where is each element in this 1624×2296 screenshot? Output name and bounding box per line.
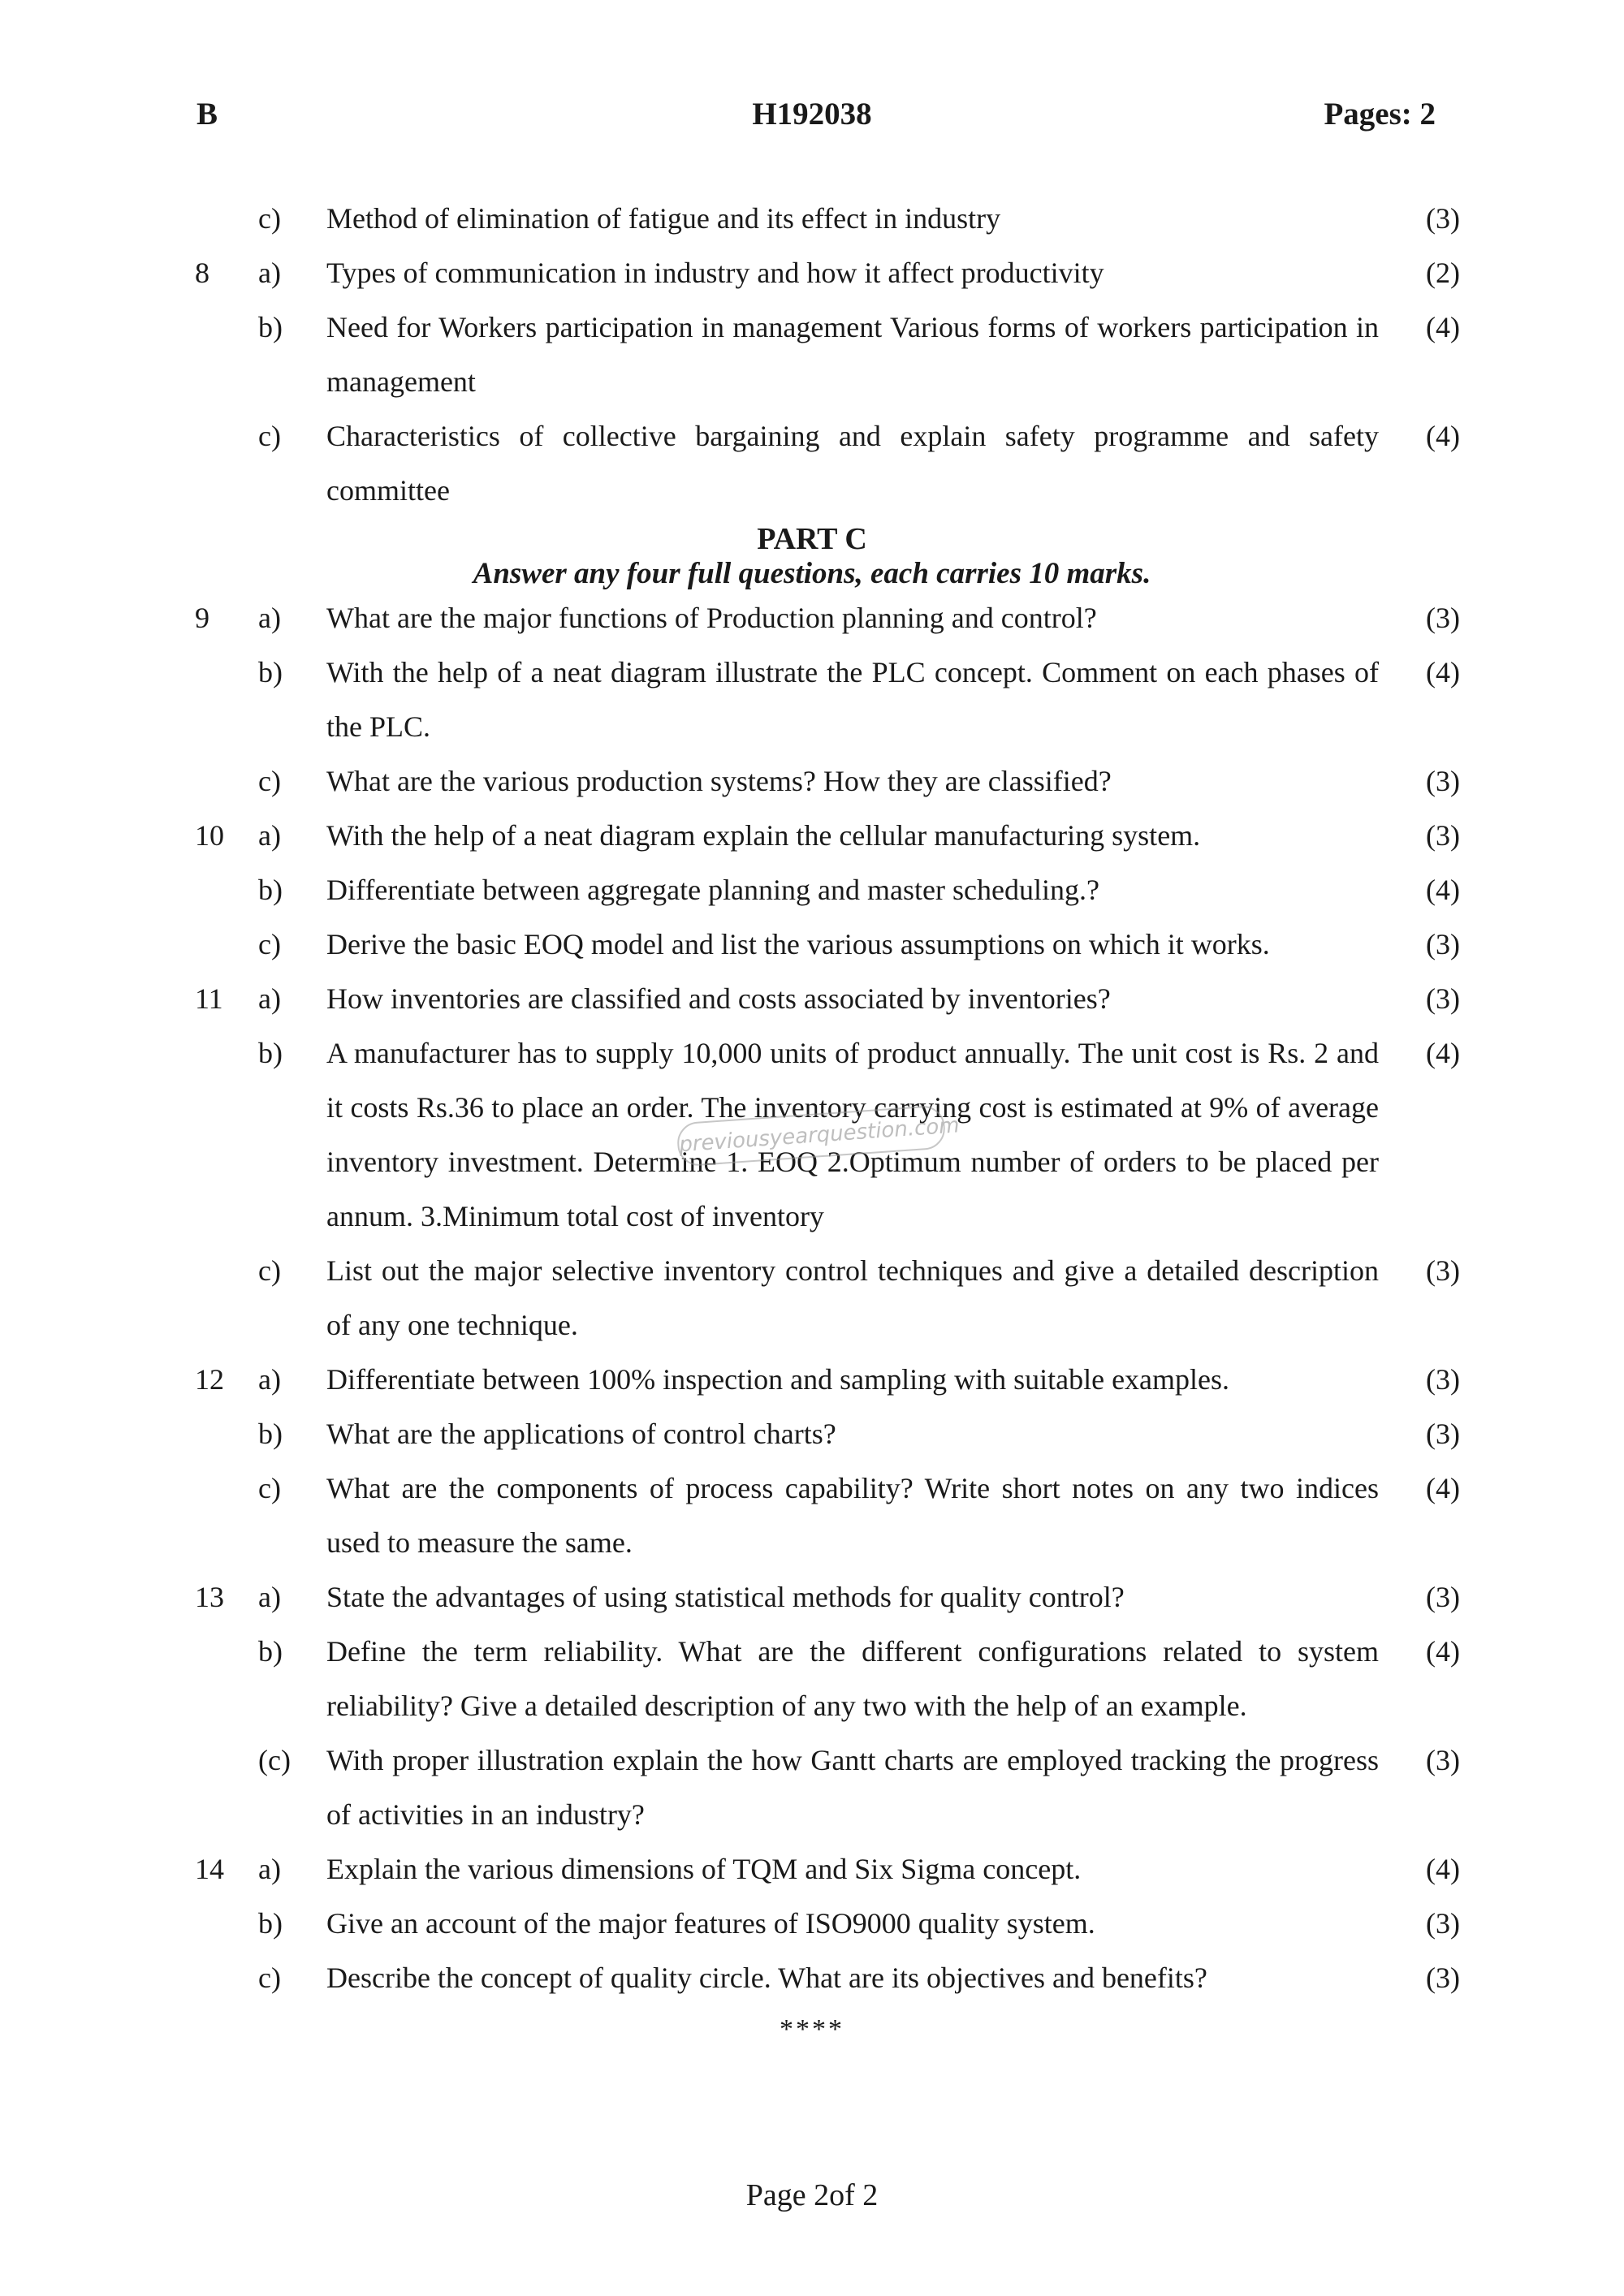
question-text: With the help of a neat diagram explain the cellular manufacturing system. [326, 819, 1201, 852]
question-row [0, 1625, 1624, 1733]
marks: (4) [1426, 656, 1460, 688]
sub-question-label: a) [258, 1853, 281, 1885]
sub-question-label: c) [258, 928, 281, 960]
marks: (3) [1426, 928, 1460, 960]
marks: (3) [1426, 1907, 1460, 1940]
question-row [0, 1842, 1624, 1897]
question-text: A manufacturer has to supply 10,000 units of product annually. The unit cost is Rs. 2 and it costs Rs.36 to place an order. The inventory carrying cost is estimated at 9% of average inventory investment. Determine 1. EOQ 2.Optimum number of orders to be placed per annum. 3.Minimum total cost of inventory [326, 1037, 1379, 1232]
question-row [0, 300, 1624, 409]
question-row [0, 591, 1624, 645]
sub-question-label: a) [258, 1363, 281, 1396]
sub-question-label: b) [258, 1907, 283, 1940]
question-number: 10 [195, 819, 224, 852]
question-row [0, 1733, 1624, 1842]
question-text: Explain the various dimensions of TQM and Six Sigma concept. [326, 1853, 1082, 1885]
question-text: Method of elimination of fatigue and its effect in industry [326, 202, 1001, 235]
sub-question-label: a) [258, 1581, 281, 1613]
question-text: What are the applications of control charts? [326, 1418, 836, 1450]
sub-question-label: c) [258, 420, 281, 452]
question-row [0, 754, 1624, 809]
part-c-questions [0, 591, 1624, 2005]
marks: (3) [1426, 1363, 1460, 1396]
question-number: 9 [195, 602, 209, 634]
part-c-instruction: Answer any four full questions, each carries 10 marks. [473, 557, 1151, 590]
sub-question-label: c) [258, 765, 281, 797]
question-text: State the advantages of using statistical methods for quality control? [326, 1581, 1125, 1613]
question-row [0, 972, 1624, 1026]
question-row [0, 1570, 1624, 1625]
question-text: Give an account of the major features of ISO9000 quality system. [326, 1907, 1095, 1940]
sub-question-label: b) [258, 1418, 283, 1450]
question-text: With the help of a neat diagram illustrate the PLC concept. Comment on each phases of the PLC. [326, 656, 1379, 743]
sub-question-label: c) [258, 1962, 281, 1994]
question-row [0, 863, 1624, 917]
sub-question-label: b) [258, 874, 283, 906]
marks: (4) [1426, 420, 1460, 452]
marks: (4) [1426, 1472, 1460, 1504]
question-row [0, 1353, 1624, 1407]
marks: (4) [1426, 1853, 1460, 1885]
part-b-questions [0, 192, 1624, 518]
sub-question-label: a) [258, 257, 281, 289]
question-row [0, 246, 1624, 300]
question-row [0, 1244, 1624, 1353]
question-row [0, 1461, 1624, 1570]
question-text: How inventories are classified and costs associated by inventories? [326, 982, 1111, 1015]
question-text: What are the various production systems? How they are classified? [326, 765, 1112, 797]
sub-question-label: a) [258, 819, 281, 852]
question-row [0, 192, 1624, 246]
end-mark: **** [780, 2014, 844, 2044]
question-text: Characteristics of collective bargaining and explain safety programme and safety committee [326, 420, 1379, 507]
question-row [0, 645, 1624, 754]
question-row [0, 1897, 1624, 1951]
marks: (3) [1426, 1418, 1460, 1450]
question-number: 12 [195, 1363, 224, 1396]
question-text: What are the components of process capability? Write short notes on any two indices used to measure the same. [326, 1472, 1379, 1559]
marks: (4) [1426, 874, 1460, 906]
sub-question-label: c) [258, 202, 281, 235]
paper-code: H192038 [752, 97, 872, 132]
sub-question-label: b) [258, 1635, 283, 1668]
question-text: Need for Workers participation in management Various forms of workers participation in management [326, 311, 1379, 398]
question-row [0, 409, 1624, 518]
question-number: 14 [195, 1853, 224, 1885]
page-count: Pages: 2 [1324, 97, 1436, 132]
question-text: Types of communication in industry and how it affect productivity [326, 257, 1104, 289]
marks: (3) [1426, 1581, 1460, 1613]
question-text: Define the term reliability. What are the different configurations related to system reliability? Give a detailed description of any two with the help of an example. [326, 1635, 1379, 1722]
sub-question-label: b) [258, 311, 283, 343]
marks: (3) [1426, 202, 1460, 235]
sub-question-label: b) [258, 656, 283, 688]
question-text: With proper illustration explain the how Gantt charts are employed tracking the progress of activities in an industry? [326, 1744, 1379, 1831]
question-text: Differentiate between aggregate planning and master scheduling.? [326, 874, 1099, 906]
question-text: Describe the concept of quality circle. What are its objectives and benefits? [326, 1962, 1207, 1994]
marks: (3) [1426, 1254, 1460, 1287]
set-letter: B [197, 97, 218, 132]
sub-question-label: b) [258, 1037, 283, 1069]
watermark-stamp: previousyearquestion.com [676, 1105, 947, 1167]
question-number: 8 [195, 257, 209, 289]
question-number: 11 [195, 982, 223, 1015]
marks: (4) [1426, 311, 1460, 343]
sub-question-label: (c) [258, 1744, 291, 1776]
marks: (2) [1426, 257, 1460, 289]
question-row [0, 917, 1624, 972]
question-text: Differentiate between 100% inspection and sampling with suitable examples. [326, 1363, 1230, 1396]
question-row [0, 1407, 1624, 1461]
marks: (3) [1426, 602, 1460, 634]
part-c-title: PART C [757, 522, 867, 556]
question-text: List out the major selective inventory control techniques and give a detailed description of any one technique. [326, 1254, 1379, 1341]
marks: (3) [1426, 982, 1460, 1015]
question-text: Derive the basic EOQ model and list the various assumptions on which it works. [326, 928, 1270, 960]
question-number: 13 [195, 1581, 224, 1613]
question-text: What are the major functions of Production planning and control? [326, 602, 1097, 634]
marks: (3) [1426, 1962, 1460, 1994]
marks: (3) [1426, 1744, 1460, 1776]
marks: (4) [1426, 1635, 1460, 1668]
marks: (3) [1426, 765, 1460, 797]
marks: (4) [1426, 1037, 1460, 1069]
sub-question-label: c) [258, 1254, 281, 1287]
sub-question-label: a) [258, 982, 281, 1015]
question-row [0, 809, 1624, 863]
question-row [0, 1951, 1624, 2005]
marks: (3) [1426, 819, 1460, 852]
sub-question-label: a) [258, 602, 281, 634]
sub-question-label: c) [258, 1472, 281, 1504]
page-footer: Page 2of 2 [745, 2178, 879, 2212]
